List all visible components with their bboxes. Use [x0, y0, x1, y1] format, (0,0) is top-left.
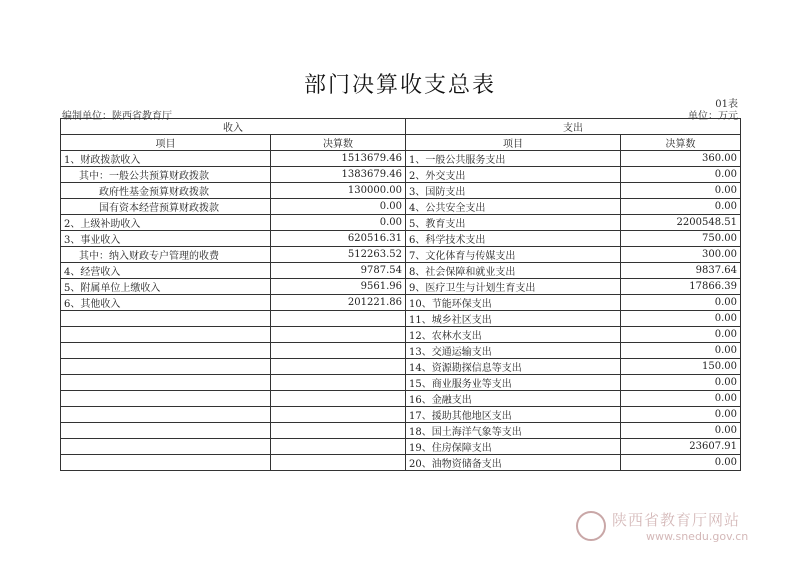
table-row	[61, 375, 741, 391]
income-amount-cell	[271, 407, 406, 423]
expense-item-cell: 16、金融支出	[406, 391, 621, 407]
table-row	[61, 199, 741, 215]
emblem-icon	[576, 511, 606, 541]
table-code: 01表	[715, 99, 738, 110]
income-item-cell: 4、经营收入	[61, 263, 271, 279]
table-row	[61, 279, 741, 295]
expense-amount-cell: 0.00	[621, 455, 741, 471]
table-row	[61, 215, 741, 231]
income-item-cell: 2、上级补助收入	[61, 215, 271, 231]
reporting-organization: 编制单位：陕西省教育厅	[62, 111, 172, 122]
table-row	[61, 183, 741, 199]
income-item-cell	[61, 375, 271, 391]
income-amount-cell	[271, 375, 406, 391]
page-title: 部门决算收支总表	[303, 73, 496, 98]
section-header-row	[61, 119, 741, 135]
table-row	[61, 295, 741, 311]
expense-item-cell: 11、城乡社区支出	[406, 311, 621, 327]
expense-item-cell: 12、农林水支出	[406, 327, 621, 343]
income-amount-cell: 9787.54	[271, 263, 406, 279]
table-row	[61, 391, 741, 407]
income-amount-cell	[271, 327, 406, 343]
expense-item-header: 项目	[406, 135, 621, 151]
watermark-text: 陕西省教育厅网站	[612, 511, 741, 529]
expense-item-cell: 20、油物资储备支出	[406, 455, 621, 471]
income-amount-cell: 201221.86	[271, 295, 406, 311]
expense-item-cell: 5、教育支出	[406, 215, 621, 231]
income-amount-cell	[271, 423, 406, 439]
expense-amount-cell: 150.00	[621, 359, 741, 375]
table-row	[61, 423, 741, 439]
expense-amount-cell: 0.00	[621, 167, 741, 183]
income-item-cell	[61, 343, 271, 359]
table-row	[61, 231, 741, 247]
table-row	[61, 439, 741, 455]
income-item-cell	[61, 311, 271, 327]
expense-amount-cell: 0.00	[621, 183, 741, 199]
expense-item-cell: 17、援助其他地区支出	[406, 407, 621, 423]
expense-item-cell: 19、住房保障支出	[406, 439, 621, 455]
expense-item-cell: 10、节能环保支出	[406, 295, 621, 311]
table-body	[61, 151, 741, 471]
income-item-cell: 其中：纳入财政专户管理的收费	[61, 247, 271, 263]
income-item-cell: 政府性基金预算财政拨款	[61, 183, 271, 199]
income-item-cell: 其中：一般公共预算财政拨款	[61, 167, 271, 183]
expense-amount-cell: 360.00	[621, 151, 741, 167]
income-item-header: 项目	[61, 135, 271, 151]
expense-item-cell: 2、外交支出	[406, 167, 621, 183]
income-item-cell: 1、财政拨款收入	[61, 151, 271, 167]
table-row	[61, 311, 741, 327]
income-item-cell	[61, 407, 271, 423]
expense-item-cell: 4、公共安全支出	[406, 199, 621, 215]
expense-amount-cell: 0.00	[621, 327, 741, 343]
income-amount-cell: 0.00	[271, 215, 406, 231]
expense-item-cell: 18、国土海洋气象等支出	[406, 423, 621, 439]
expense-item-cell: 3、国防支出	[406, 183, 621, 199]
income-section-header: 收入	[61, 119, 406, 135]
income-item-cell: 6、其他收入	[61, 295, 271, 311]
expense-amount-cell: 0.00	[621, 295, 741, 311]
expense-item-cell: 1、一般公共服务支出	[406, 151, 621, 167]
income-amount-cell	[271, 391, 406, 407]
table-row	[61, 151, 741, 167]
summary-table	[60, 118, 741, 471]
income-amount-cell	[271, 311, 406, 327]
income-amount-cell	[271, 343, 406, 359]
income-item-cell	[61, 391, 271, 407]
expense-item-cell: 14、资源勘探信息等支出	[406, 359, 621, 375]
expense-item-cell: 7、文化体育与传媒支出	[406, 247, 621, 263]
table-row	[61, 359, 741, 375]
income-amount-cell: 1513679.46	[271, 151, 406, 167]
income-item-cell	[61, 455, 271, 471]
expense-amount-cell: 0.00	[621, 199, 741, 215]
table-row	[61, 455, 741, 471]
expense-amount-header: 决算数	[621, 135, 741, 151]
income-item-cell: 3、事业收入	[61, 231, 271, 247]
income-amount-cell: 9561.96	[271, 279, 406, 295]
expense-amount-cell: 0.00	[621, 375, 741, 391]
income-amount-cell: 1383679.46	[271, 167, 406, 183]
expense-amount-cell: 0.00	[621, 423, 741, 439]
expense-item-cell: 8、社会保障和就业支出	[406, 263, 621, 279]
expense-item-cell: 15、商业服务业等支出	[406, 375, 621, 391]
watermark-url: www.snedu.gov.cn	[646, 530, 749, 543]
income-amount-cell	[271, 455, 406, 471]
table-row	[61, 327, 741, 343]
income-item-cell	[61, 359, 271, 375]
table-row	[61, 407, 741, 423]
expense-section-header: 支出	[406, 119, 741, 135]
expense-amount-cell: 0.00	[621, 343, 741, 359]
income-amount-cell: 512263.52	[271, 247, 406, 263]
expense-amount-cell: 750.00	[621, 231, 741, 247]
expense-amount-cell: 300.00	[621, 247, 741, 263]
income-amount-cell	[271, 359, 406, 375]
unit-label: 单位：万元	[688, 111, 738, 122]
expense-amount-cell: 23607.91	[621, 439, 741, 455]
table-row	[61, 167, 741, 183]
expense-amount-cell: 17866.39	[621, 279, 741, 295]
expense-amount-cell: 0.00	[621, 391, 741, 407]
income-amount-cell: 130000.00	[271, 183, 406, 199]
income-item-cell	[61, 327, 271, 343]
income-item-cell: 国有资本经营预算财政拨款	[61, 199, 271, 215]
income-item-cell	[61, 423, 271, 439]
income-amount-header: 决算数	[271, 135, 406, 151]
table-row	[61, 263, 741, 279]
expense-item-cell: 9、医疗卫生与计划生育支出	[406, 279, 621, 295]
table-row	[61, 343, 741, 359]
expense-amount-cell: 0.00	[621, 407, 741, 423]
expense-amount-cell: 2200548.51	[621, 215, 741, 231]
table-row	[61, 247, 741, 263]
expense-item-cell: 6、科学技术支出	[406, 231, 621, 247]
income-amount-cell	[271, 439, 406, 455]
income-item-cell	[61, 439, 271, 455]
watermark	[576, 507, 786, 547]
income-amount-cell: 0.00	[271, 199, 406, 215]
expense-item-cell: 13、交通运输支出	[406, 343, 621, 359]
income-amount-cell: 620516.31	[271, 231, 406, 247]
income-item-cell: 5、附属单位上缴收入	[61, 279, 271, 295]
expense-amount-cell: 0.00	[621, 311, 741, 327]
expense-amount-cell: 9837.64	[621, 263, 741, 279]
column-header-row	[61, 135, 741, 151]
